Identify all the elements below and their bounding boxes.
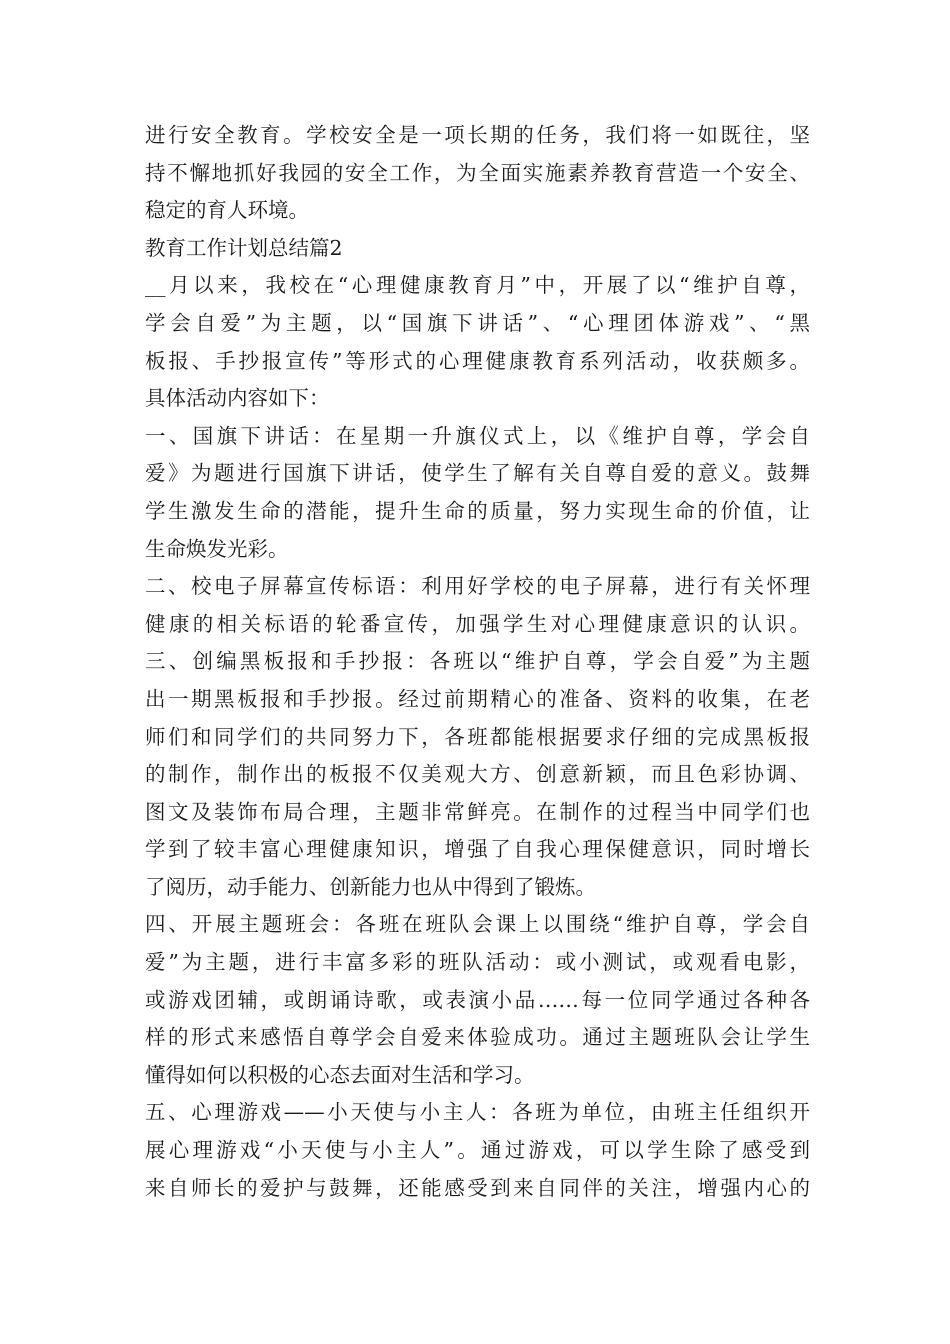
text-line: 师们和同学们的共同努力下，各班都能根据要求仔细的完成黑板报 bbox=[145, 724, 810, 749]
text-line: 懂得如何以积极的心态去面对生活和学习。 bbox=[145, 1062, 535, 1087]
text-line: 展心理游戏“小天使与小主人”。通过游戏，可以学生除了感受到 bbox=[145, 1138, 810, 1163]
text-line: 三、创编黑板报和手抄报：各班以“维护自尊，学会自爱”为主题 bbox=[145, 649, 810, 674]
text-line: 生命焕发光彩。 bbox=[145, 536, 289, 561]
text-line: 持不懈地抓好我园的安全工作，为全面实施素养教育营造一个安全、 bbox=[145, 160, 810, 185]
text-line: 图文及装饰布局合理，主题非常鲜亮。在制作的过程当中同学们也 bbox=[145, 799, 810, 824]
text-line: 健康的相关标语的轮番宣传，加强学生对心理健康意识的认识。 bbox=[145, 611, 810, 636]
text-line: 或游戏团辅，或朗诵诗歌，或表演小品……每一位同学通过各种各 bbox=[145, 987, 810, 1012]
text-line: 了阅历，动手能力、创新能力也从中得到了锻炼。 bbox=[145, 874, 596, 899]
text-line: __月以来，我校在“心理健康教育月”中，开展了以“维护自尊， bbox=[145, 273, 810, 298]
text-line: 二、校电子屏幕宣传标语：利用好学校的电子屏幕，进行有关怀理 bbox=[145, 574, 810, 599]
text-line: 爱”为主题，进行丰富多彩的班队活动：或小测试，或观看电影， bbox=[145, 950, 810, 975]
text-line: 板报、手抄报宣传”等形式的心理健康教育系列活动，收获颇多。 bbox=[145, 348, 810, 373]
text-line: 学到了较丰富心理健康知识，增强了自我心理保健意识，同时增长 bbox=[145, 837, 810, 862]
text-line: 学生激发生命的潜能，提升生命的质量，努力实现生命的价值，让 bbox=[145, 498, 810, 523]
text-line: 的制作，制作出的板报不仅美观大方、创意新颖，而且色彩协调、 bbox=[145, 762, 810, 787]
text-line: 一、国旗下讲话：在星期一升旗仪式上，以《维护自尊，学会自 bbox=[145, 423, 810, 448]
text-line: 出一期黑板报和手抄报。经过前期精心的准备、资料的收集，在老 bbox=[145, 686, 810, 711]
text-line: 进行安全教育。学校安全是一项长期的任务，我们将一如既往，坚 bbox=[145, 123, 810, 147]
text-line: 爱》为题进行国旗下讲话，使学生了解有关自尊自爱的意义。鼓舞 bbox=[145, 461, 810, 486]
section-heading: 教育工作计划总结篇2 bbox=[145, 235, 343, 260]
text-line: 具体活动内容如下： bbox=[145, 386, 330, 411]
document-body bbox=[145, 117, 810, 1207]
text-line: 样的形式来感悟自尊学会自爱来体验成功。通过主题班队会让学生 bbox=[145, 1025, 810, 1050]
text-line: 稳定的育人环境。 bbox=[145, 198, 309, 223]
text-line: 来自师长的爱护与鼓舞，还能感受到来自同伴的关注，增强内心的 bbox=[145, 1175, 810, 1200]
text-line: 四、开展主题班会：各班在班队会课上以围绕“维护自尊，学会自 bbox=[145, 912, 810, 937]
text-line: 学会自爱”为主题，以“国旗下讲话”、“心理团体游戏”、“黑 bbox=[145, 310, 810, 335]
text-line: 五、心理游戏——小天使与小主人：各班为单位，由班主任组织开 bbox=[145, 1100, 810, 1125]
